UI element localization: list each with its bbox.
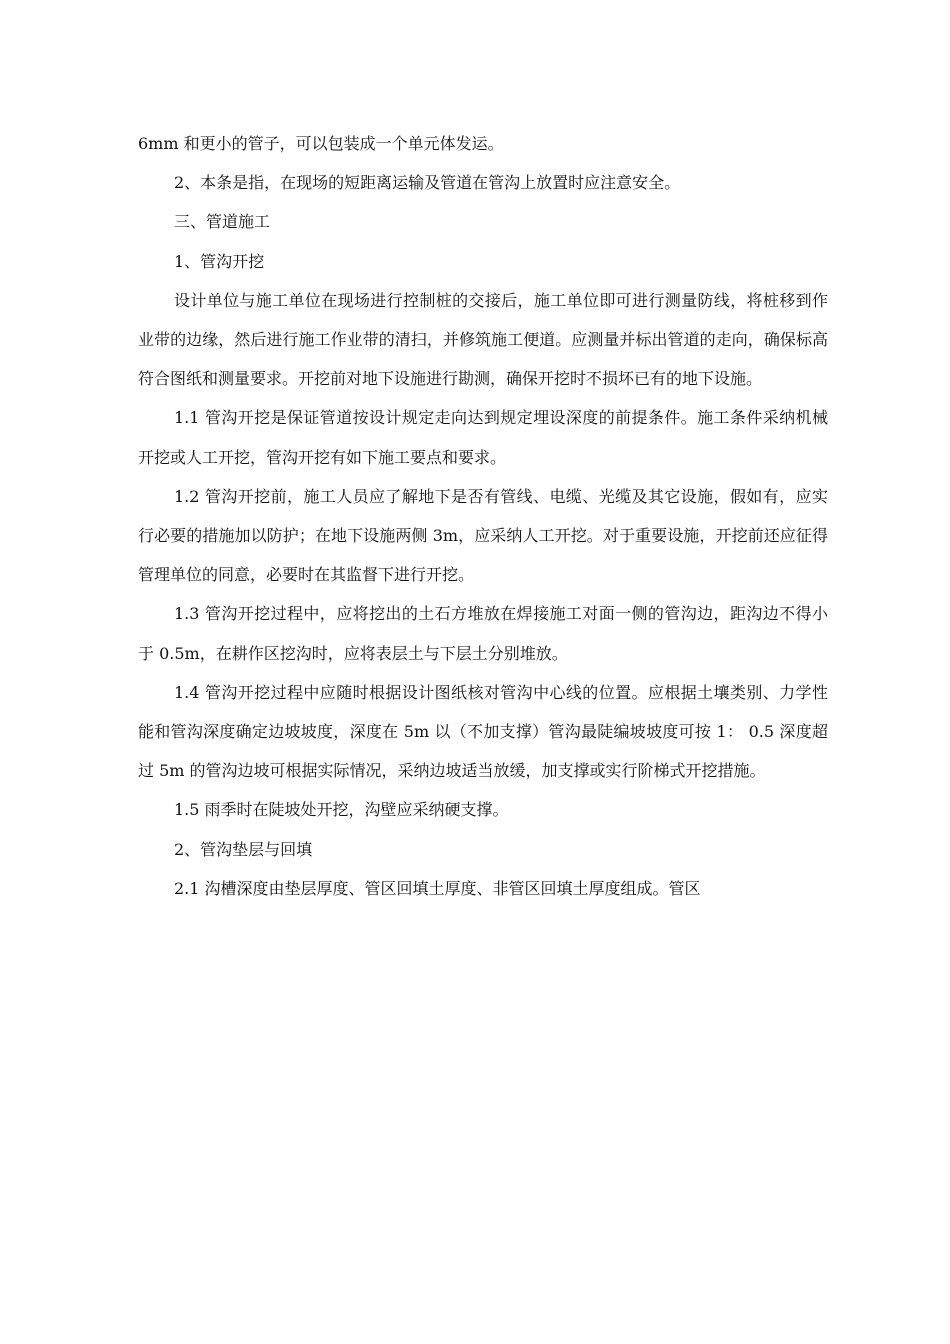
paragraph-2-1: 2.1 沟槽深度由垫层厚度、管区回填土厚度、非管区回填土厚度组成。管区 [174, 878, 701, 898]
paragraph-5: 设计单位与施工单位在现场进行控制桩的交接后，施工单位即可进行测量防线，将桩移到作业带的边缘，然后进行施工作业带的清扫，并修筑施工便道。应测量并标出管道的走向，确保标高符合图纸和测量要求。开挖前对地下设施进行勘测，确保开挖时不损坏已有的地下设施。 [138, 290, 828, 389]
subsection-heading-1: 1、管沟开挖 [174, 251, 265, 271]
paragraph-1-4: 1.4 管沟开挖过程中应随时根据设计图纸核对管沟中心线的位置。应根据土壤类别、力学性能和管沟深度确定边坡坡度，深度在 5m 以（不加支撑）管沟最陡编坡坡度可按 1： 0.5 深度超过 5m 的管沟边坡可根据实际情况，采纳边坡适当放缓，加支撑或实行阶梯式开挖措施。 [138, 682, 828, 781]
subsection-heading-2: 2、管沟垫层与回填 [174, 839, 313, 859]
paragraph-1-2: 1.2 管沟开挖前，施工人员应了解地下是否有管线、电缆、光缆及其它设施，假如有，应实行必要的措施加以防护；在地下设施两侧 3m，应采纳人工开挖。对于重要设施，开挖前还应征得管理单位的同意，必要时在其监督下进行开挖。 [138, 486, 828, 585]
document-body [138, 124, 828, 908]
paragraph-1-1: 1.1 管沟开挖是保证管道按设计规定走向达到规定埋设深度的前提条件。施工条件采纳机械开挖或人工开挖，管沟开挖有如下施工要点和要求。 [138, 408, 828, 467]
paragraph-1-3: 1.3 管沟开挖过程中，应将挖出的土石方堆放在焊接施工对面一侧的管沟边，距沟边不得小于 0.5m，在耕作区挖沟时，应将表层土与下层土分别堆放。 [138, 604, 828, 663]
paragraph-1-5: 1.5 雨季时在陡坡处开挖，沟壁应采纳硬支撑。 [174, 800, 509, 820]
section-heading-3: 三、管道施工 [174, 212, 271, 232]
paragraph-2: 2、本条是指，在现场的短距离运输及管道在管沟上放置时应注意安全。 [174, 173, 681, 193]
paragraph-1: 6mm 和更小的管子，可以包装成一个单元体发运。 [138, 134, 504, 153]
